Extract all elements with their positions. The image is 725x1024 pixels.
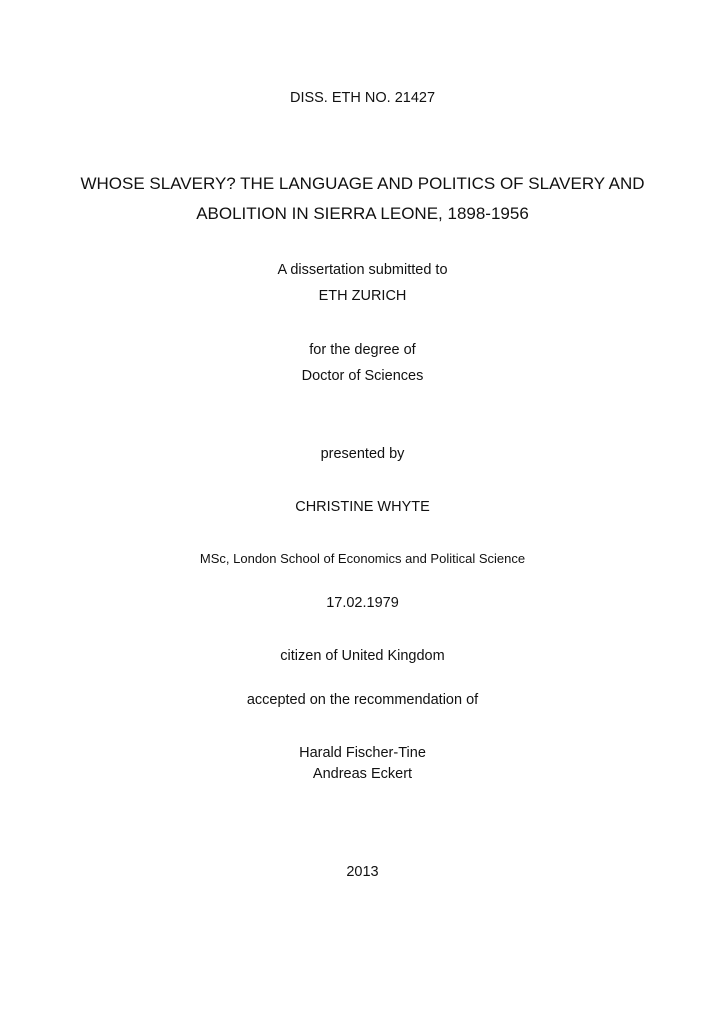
- thesis-title-line-2: ABOLITION IN SIERRA LEONE, 1898-1956: [196, 204, 529, 223]
- thesis-title-line-1: WHOSE SLAVERY? THE LANGUAGE AND POLITICS OF SLAVERY AND: [80, 174, 645, 193]
- prior-degree: MSc, London School of Economics and Political Science: [199, 551, 526, 566]
- birth-date: 17.02.1979: [326, 595, 399, 611]
- citizenship: citizen of United Kingdom: [280, 648, 445, 664]
- author-name: CHRISTINE WHYTE: [295, 499, 430, 515]
- recommendation-statement: accepted on the recommendation of: [246, 692, 479, 708]
- institution-name: ETH ZURICH: [318, 288, 407, 304]
- submission-year: 2013: [346, 864, 379, 880]
- submission-statement: A dissertation submitted to: [277, 262, 448, 278]
- degree-intro: for the degree of: [309, 342, 416, 358]
- presented-by-label: presented by: [320, 446, 405, 462]
- examiner-2: Andreas Eckert: [312, 766, 413, 782]
- examiner-1: Harald Fischer-Tine: [299, 745, 426, 761]
- degree-name: Doctor of Sciences: [301, 368, 424, 384]
- dissertation-number: DISS. ETH NO. 21427: [289, 90, 436, 106]
